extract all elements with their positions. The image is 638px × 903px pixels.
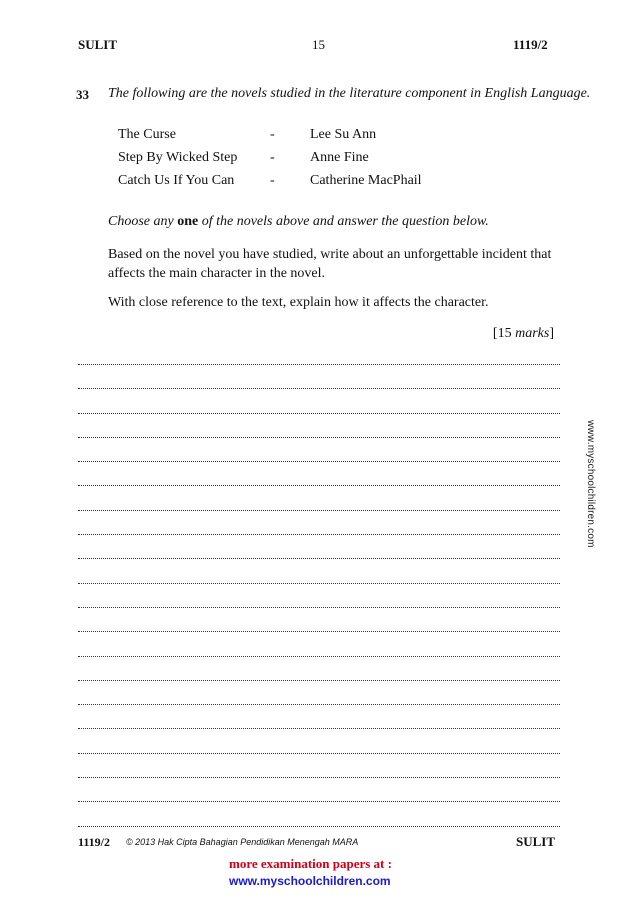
novel-author: Catherine MacPhail bbox=[310, 173, 422, 188]
choose-pre: Choose any bbox=[108, 214, 178, 229]
answer-line[interactable] bbox=[78, 727, 560, 729]
answer-line[interactable] bbox=[78, 460, 560, 462]
novel-title: The Curse bbox=[118, 127, 176, 142]
novel-dash: - bbox=[270, 150, 275, 165]
answer-line[interactable] bbox=[78, 412, 560, 414]
side-watermark: www.myschoolchildren.com bbox=[585, 420, 596, 548]
answer-line[interactable] bbox=[78, 679, 560, 681]
answer-line[interactable] bbox=[78, 776, 560, 778]
answer-line[interactable] bbox=[78, 436, 560, 438]
footer-copyright: © 2013 Hak Cipta Bahagian Pendidikan Menengah MARA bbox=[126, 837, 359, 847]
answer-line[interactable] bbox=[78, 800, 560, 802]
novel-title: Step By Wicked Step bbox=[118, 150, 238, 165]
promo-link[interactable]: www.myschoolchildren.com bbox=[229, 874, 391, 888]
novel-dash: - bbox=[270, 127, 275, 142]
answer-line[interactable] bbox=[78, 533, 560, 535]
header-sulit: SULIT bbox=[78, 37, 118, 52]
question-paragraph-2: With close reference to the text, explain how it affects the character. bbox=[108, 295, 489, 310]
novel-author: Anne Fine bbox=[310, 150, 369, 165]
question-paragraph-1: Based on the novel you have studied, write about an unforgettable incident that affects the main character in the novel. bbox=[108, 247, 552, 281]
marks-allocation: [15 marks] bbox=[492, 326, 554, 341]
novel-dash: - bbox=[270, 173, 275, 188]
novel-title: Catch Us If You Can bbox=[118, 173, 235, 188]
choose-instruction bbox=[108, 212, 573, 231]
footer-sulit: SULIT bbox=[516, 834, 556, 849]
choose-bold: one bbox=[177, 214, 199, 229]
answer-line[interactable] bbox=[78, 752, 560, 754]
question-number: 33 bbox=[76, 87, 89, 102]
answer-line[interactable] bbox=[78, 582, 560, 584]
answer-line[interactable] bbox=[78, 606, 560, 608]
answer-line[interactable] bbox=[78, 630, 560, 632]
header-paper-code: 1119/2 bbox=[513, 37, 548, 52]
answer-line[interactable] bbox=[78, 484, 560, 486]
novel-row bbox=[118, 127, 478, 147]
answer-line[interactable] bbox=[78, 387, 560, 389]
answer-line[interactable] bbox=[78, 655, 560, 657]
answer-line[interactable] bbox=[78, 557, 560, 559]
answer-line[interactable] bbox=[78, 509, 560, 511]
answer-line[interactable] bbox=[78, 825, 560, 827]
footer-paper-code: 1119/2 bbox=[78, 835, 111, 849]
answer-line[interactable] bbox=[78, 363, 560, 365]
answer-area bbox=[78, 363, 560, 849]
promo-text: more examination papers at : bbox=[229, 856, 392, 871]
question-intro: The following are the novels studied in the literature component in English Language. bbox=[108, 86, 591, 101]
novel-author: Lee Su Ann bbox=[310, 127, 377, 142]
page-number: 15 bbox=[312, 37, 325, 52]
choose-post: of the novels above and answer the question below. bbox=[198, 214, 489, 229]
answer-line[interactable] bbox=[78, 703, 560, 705]
novel-row bbox=[118, 150, 478, 170]
novel-row bbox=[118, 173, 478, 193]
